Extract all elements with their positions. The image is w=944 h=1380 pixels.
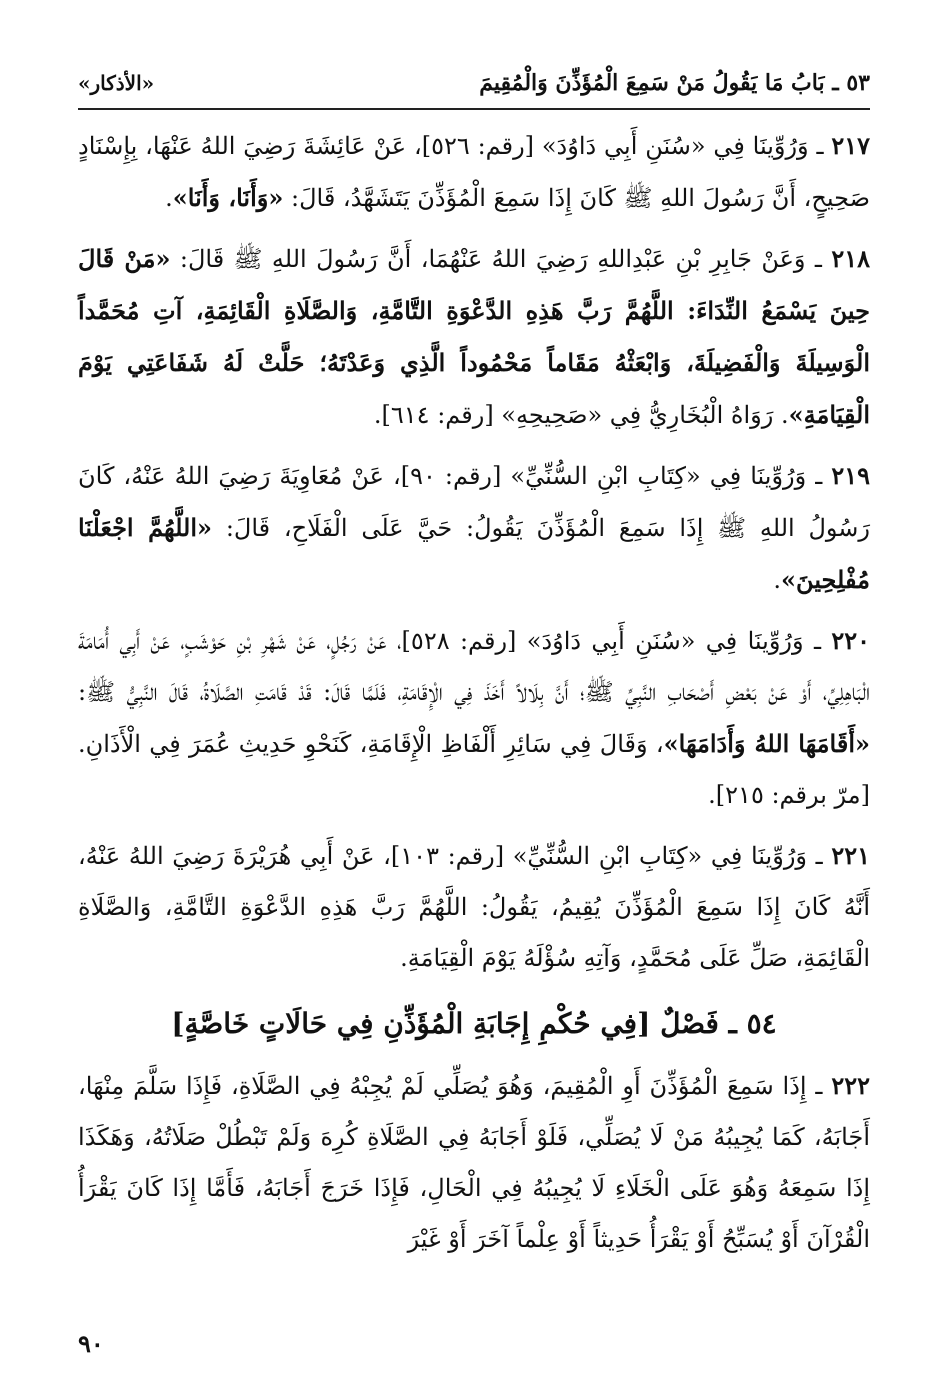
hadith-text-end: ، وَقَالَ فِي سَائِرِ أَلْفَاظِ الْإِقَامَةِ، كَنَحْوِ حَدِيثِ عُمَرَ فِي الْأَذَانِ. [مرّ برقم: ٢١٥]. — [78, 730, 870, 809]
paragraph-number: ٢٢٢ — [831, 1071, 870, 1100]
running-header — [78, 58, 870, 110]
page-number: ٩٠ — [78, 1329, 104, 1358]
hadith-number: ٢١٩ — [831, 461, 870, 490]
hadith-number: ٢١٧ — [831, 131, 871, 160]
hadith-paragraph-221 — [78, 830, 870, 984]
hadith-paragraph-220 — [78, 615, 870, 821]
hadith-quote: «أَقَامَهَا اللهُ وَأَدَامَهَا» — [663, 729, 870, 758]
hadith-number: ٢٢٠ — [831, 626, 871, 655]
hadith-paragraph-217 — [78, 120, 870, 224]
hadith-text-end: . — [165, 184, 173, 212]
book-page — [78, 58, 870, 1358]
book-title: «الأذكار» — [78, 71, 155, 95]
section-title: ٥٤ ـ فَصْلٌ [فِي حُكْمِ إِجَابَةِ الْمُؤَذِّنِ فِي حَالَاتٍ خَاصَّةٍ] — [171, 1007, 777, 1040]
hadith-text: ـ وَرُوِّينَا فِي «كِتَابِ ابْنِ السُّنِّيِّ» [رقم: ١٠٣]، عَنْ أَبِي هُرَيْرَةَ رَضِيَ اللهُ عَنْهُ، أَنَّهُ كَانَ إِذَا سَمِعَ الْمُؤَذِّنَ يُقِيمُ، يَقُولُ: اللَّهُمَّ رَبَّ هَذِهِ الدَّعْوَةِ التَّامَّةِ، وَالصَّلَاةِ الْقَائِمَةِ، صَلِّ عَلَى مُحَمَّدٍ، وَآتِهِ سُؤْلَهُ يَوْمَ الْقِيَامَةِ. — [78, 842, 870, 972]
hadith-paragraph-218 — [78, 233, 870, 441]
hadith-text: ـ وَعَنْ جَابِرِ بْنِ عَبْدِاللهِ رَضِيَ اللهُ عَنْهُمَا، أَنَّ رَسُولَ اللهِ ﷺ قَالَ: — [170, 245, 832, 273]
chapter-title: ٥٣ ـ بَابُ مَا يَقُولُ مَنْ سَمِعَ الْمُؤَذِّنَ وَالْمُقِيمَ — [479, 70, 870, 96]
hadith-quote: «اللَّهُمَّ اجْعَلْنَا مُفْلِحِينَ» — [78, 513, 870, 594]
hadith-quote: «وَأَنَا، وَأَنَا» — [172, 183, 284, 212]
hadith-number: ٢١٨ — [831, 244, 871, 273]
hadith-paragraph-219 — [78, 450, 870, 606]
hadith-text: ـ وَرُوِّينَا فِي «كِتَابِ ابْنِ السُّنِّيِّ» [رقم: ٩٠]، عَنْ مُعَاوِيَةَ رَضِيَ اللهُ عَنْهُ، كَانَ رَسُولُ اللهِ ﷺ إِذَا سَمِعَ الْمُؤَذِّنَ يَقُولُ: حَيَّ عَلَى الْفَلَاحِ، قَالَ: — [78, 462, 870, 542]
hadith-text-end: . رَوَاهُ الْبُخَارِيُّ فِي «صَحِيحِهِ» [رقم: ٦١٤]. — [373, 401, 789, 429]
hadith-text-end: . — [773, 566, 782, 594]
hadith-text: ـ وَرُوِّينَا فِي «سُنَنِ أَبِي دَاوُدَ» [رقم: ٥٢٨]، عَنْ رَجُلٍ، عَنْ شَهْرِ بْنِ حَوْشَبٍ، عَنْ أَبِي أُمَامَةَ الْبَاهِلِيِّ، أَوْ عَنْ بَعْضِ أَصْحَابِ النَّبِيِّ ﷺ؛ أَنَّ بِلَالاً أَخَذَ فِي الْإِقَامَةِ، فَلَمَّا قَالَ: قَدْ قَامَتِ الصَّلَاةُ، قَالَ النَّبِيُّ ﷺ: — [78, 627, 870, 706]
body-text — [78, 120, 870, 1265]
hadith-quote: «مَنْ قَالَ حِينَ يَسْمَعُ النِّدَاءَ: اللَّهُمَّ رَبَّ هَذِهِ الدَّعْوَةِ التَّامَّةِ، وَالصَّلَاةِ الْقَائِمَةِ، آتِ مُحَمَّداً الْوَسِيلَةَ وَالْفَضِيلَةَ، وَابْعَثْهُ مَقَاماً مَحْمُوداً الَّذِي وَعَدْتَهُ؛ حَلَّتْ لَهُ شَفَاعَتِي يَوْمَ الْقِيَامَةِ» — [78, 244, 870, 429]
paragraph-text: ـ إِذَا سَمِعَ الْمُؤَذِّنَ أَوِ الْمُقِيمَ، وَهُوَ يُصَلِّي لَمْ يُجِبْهُ فِي الصَّلَاةِ، فَإِذَا سَلَّمَ مِنْهَا، أَجَابَهُ، كَمَا يُجِيبُهُ مَنْ لَا يُصَلِّي، فَلَوْ أَجَابَهُ فِي الصَّلَاةِ كُرِهَ وَلَمْ تَبْطُلْ صَلَاتُهُ، وَهَكَذَا إِذَا سَمِعَهُ وَهُوَ عَلَى الْخَلَاءِ لَا يُجِيبُهُ فِي الْحَالِ، فَإِذَا خَرَجَ أَجَابَهُ، فَأَمَّا إِذَا كَانَ يَقْرَأُ الْقُرْآنَ أَوْ يُسَبِّحُ أَوْ يَقْرَأُ حَدِيثاً أَوْ عِلْماً آخَرَ أَوْ غَيْرَ — [78, 1072, 870, 1253]
hadith-text: ـ وَرُوِّينَا فِي «سُنَنِ أَبِي دَاوُدَ» [رقم: ٥٢٦]، عَنْ عَائِشَةَ رَضِيَ اللهُ عَنْهَا، بِإِسْنَادٍ صَحِيحٍ، أَنَّ رَسُولَ اللهِ ﷺ كَانَ إِذَا سَمِعَ الْمُؤَذِّنَ يَتَشَهَّدُ، قَالَ: — [78, 132, 870, 212]
hadith-number: ٢٢١ — [831, 841, 870, 870]
paragraph-222 — [78, 1060, 870, 1265]
